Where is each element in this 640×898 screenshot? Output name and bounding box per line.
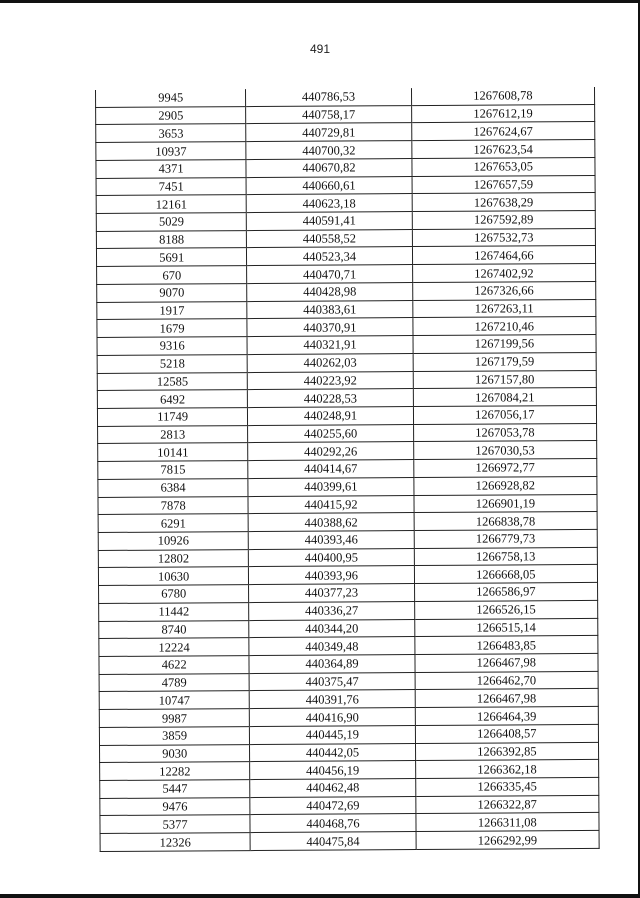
x-coordinate-cell: 440414,67 <box>248 460 413 479</box>
x-coordinate-cell: 440472,69 <box>250 796 415 815</box>
point-id-cell: 12802 <box>98 549 248 568</box>
x-coordinate-cell: 440758,17 <box>246 105 411 124</box>
y-coordinate-cell: 1266779,73 <box>414 529 597 548</box>
x-coordinate-cell: 440393,46 <box>249 531 414 550</box>
x-coordinate-cell: 440255,60 <box>248 424 413 443</box>
x-coordinate-cell: 440415,92 <box>248 495 413 514</box>
x-coordinate-cell: 440462,48 <box>250 779 415 798</box>
point-id-cell: 9070 <box>97 283 247 302</box>
point-id-cell: 9476 <box>100 797 250 816</box>
x-coordinate-cell: 440700,32 <box>246 141 411 160</box>
point-id-cell: 4371 <box>96 159 246 178</box>
y-coordinate-cell: 1267402,92 <box>412 264 595 283</box>
point-id-cell: 8188 <box>96 230 246 249</box>
point-id-cell: 3859 <box>99 726 249 745</box>
x-coordinate-cell: 440399,61 <box>248 477 413 496</box>
point-id-cell: 10937 <box>96 142 246 161</box>
point-id-cell: 7815 <box>98 461 248 480</box>
x-coordinate-cell: 440377,23 <box>249 584 414 603</box>
x-coordinate-cell: 440591,41 <box>247 212 412 231</box>
point-id-cell: 12326 <box>100 833 250 852</box>
scan-edge-bottom <box>0 894 640 898</box>
y-coordinate-cell: 1267638,29 <box>412 193 595 212</box>
y-coordinate-cell: 1267179,59 <box>413 352 596 371</box>
x-coordinate-cell: 440349,48 <box>249 637 414 656</box>
y-coordinate-cell: 1267592,89 <box>412 210 595 229</box>
y-coordinate-cell: 1266901,19 <box>414 494 597 513</box>
y-coordinate-cell: 1266392,85 <box>415 742 598 761</box>
y-coordinate-cell: 1266467,98 <box>415 689 598 708</box>
x-coordinate-cell: 440428,98 <box>247 282 412 301</box>
y-coordinate-cell: 1267199,56 <box>413 335 596 354</box>
point-id-cell: 2905 <box>96 106 246 125</box>
point-id-cell: 1917 <box>97 301 247 320</box>
coordinates-table <box>95 87 600 852</box>
point-id-cell: 9987 <box>99 709 249 728</box>
point-id-cell: 5029 <box>96 213 246 232</box>
page-number: 491 <box>309 42 331 56</box>
point-id-cell: 12585 <box>97 372 247 391</box>
point-id-cell: 670 <box>97 266 247 285</box>
x-coordinate-cell: 440660,61 <box>246 176 411 195</box>
y-coordinate-cell: 1267030,53 <box>413 441 596 460</box>
point-id-cell: 5218 <box>97 354 247 373</box>
y-coordinate-cell: 1266335,45 <box>415 777 598 796</box>
point-id-cell: 7451 <box>96 177 246 196</box>
x-coordinate-cell: 440623,18 <box>246 194 411 213</box>
point-id-cell: 12224 <box>99 638 249 657</box>
y-coordinate-cell: 1266408,57 <box>415 724 598 743</box>
y-coordinate-cell: 1266838,78 <box>414 512 597 531</box>
point-id-cell: 6492 <box>97 390 247 409</box>
point-id-cell: 6384 <box>98 478 248 497</box>
x-coordinate-cell: 440223,92 <box>248 371 413 390</box>
y-coordinate-cell: 1267157,80 <box>413 370 596 389</box>
x-coordinate-cell: 440442,05 <box>250 743 415 762</box>
point-id-cell: 4622 <box>99 656 249 675</box>
y-coordinate-cell: 1266322,87 <box>416 795 599 814</box>
y-coordinate-cell: 1267532,73 <box>412 228 595 247</box>
point-id-cell: 11749 <box>97 408 247 427</box>
y-coordinate-cell: 1266467,98 <box>415 653 598 672</box>
x-coordinate-cell: 440228,53 <box>248 389 413 408</box>
x-coordinate-cell: 440456,19 <box>250 761 415 780</box>
x-coordinate-cell: 440344,20 <box>249 619 414 638</box>
x-coordinate-cell: 440445,19 <box>250 725 415 744</box>
y-coordinate-cell: 1267263,11 <box>412 299 595 318</box>
y-coordinate-cell: 1267053,78 <box>413 423 596 442</box>
scan-edge-top <box>0 0 640 3</box>
y-coordinate-cell: 1267056,17 <box>413 405 596 424</box>
point-id-cell: 10747 <box>99 691 249 710</box>
x-coordinate-cell: 440670,82 <box>246 158 411 177</box>
x-coordinate-cell: 440375,47 <box>249 672 414 691</box>
x-coordinate-cell: 440388,62 <box>248 513 413 532</box>
y-coordinate-cell: 1267608,78 <box>411 87 594 105</box>
point-id-cell: 2813 <box>98 425 248 444</box>
x-coordinate-cell: 440475,84 <box>250 832 415 851</box>
x-coordinate-cell: 440262,03 <box>247 353 412 372</box>
x-coordinate-cell: 440391,76 <box>250 690 415 709</box>
point-id-cell: 11442 <box>99 602 249 621</box>
y-coordinate-cell: 1267612,19 <box>411 104 594 123</box>
x-coordinate-cell: 440786,53 <box>246 88 411 106</box>
point-id-cell: 3653 <box>96 124 246 143</box>
y-coordinate-cell: 1266586,97 <box>414 583 597 602</box>
y-coordinate-cell: 1266526,15 <box>414 600 597 619</box>
x-coordinate-cell: 440470,71 <box>247 265 412 284</box>
x-coordinate-cell: 440292,26 <box>248 442 413 461</box>
point-id-cell: 5447 <box>100 780 250 799</box>
y-coordinate-cell: 1267657,59 <box>412 175 595 194</box>
x-coordinate-cell: 440468,76 <box>250 814 415 833</box>
x-coordinate-cell: 440336,27 <box>249 601 414 620</box>
point-id-cell: 12282 <box>100 762 250 781</box>
y-coordinate-cell: 1266292,99 <box>416 831 599 850</box>
x-coordinate-cell: 440416,90 <box>250 708 415 727</box>
y-coordinate-cell: 1266462,70 <box>415 671 598 690</box>
y-coordinate-cell: 1266464,39 <box>415 707 598 726</box>
x-coordinate-cell: 440370,91 <box>247 318 412 337</box>
y-coordinate-cell: 1267623,54 <box>412 140 595 159</box>
x-coordinate-cell: 440400,95 <box>249 548 414 567</box>
point-id-cell: 6780 <box>99 585 249 604</box>
x-coordinate-cell: 440248,91 <box>248 407 413 426</box>
y-coordinate-cell: 1267210,46 <box>413 317 596 336</box>
y-coordinate-cell: 1266928,82 <box>414 476 597 495</box>
point-id-cell: 12161 <box>96 195 246 214</box>
y-coordinate-cell: 1267326,66 <box>412 281 595 300</box>
x-coordinate-cell: 440558,52 <box>247 229 412 248</box>
point-id-cell: 1679 <box>97 319 247 338</box>
x-coordinate-cell: 440523,34 <box>247 247 412 266</box>
x-coordinate-cell: 440364,89 <box>249 655 414 674</box>
point-id-cell: 10630 <box>98 567 248 586</box>
point-id-cell: 4789 <box>99 673 249 692</box>
y-coordinate-cell: 1267624,67 <box>411 122 594 141</box>
y-coordinate-cell: 1266362,18 <box>415 760 598 779</box>
y-coordinate-cell: 1266311,08 <box>416 813 599 832</box>
x-coordinate-cell: 440729,81 <box>246 123 411 142</box>
point-id-cell: 5377 <box>100 815 250 834</box>
y-coordinate-cell: 1267464,66 <box>412 246 595 265</box>
point-id-cell: 9945 <box>95 89 245 107</box>
y-coordinate-cell: 1266668,05 <box>414 565 597 584</box>
x-coordinate-cell: 440321,91 <box>247 336 412 355</box>
point-id-cell: 10141 <box>98 443 248 462</box>
point-id-cell: 5691 <box>96 248 246 267</box>
point-id-cell: 7878 <box>98 496 248 515</box>
table-row <box>100 831 599 852</box>
point-id-cell: 9316 <box>97 337 247 356</box>
x-coordinate-cell: 440383,61 <box>247 300 412 319</box>
coordinates-table-body <box>95 87 599 851</box>
y-coordinate-cell: 1267084,21 <box>413 388 596 407</box>
point-id-cell: 9030 <box>100 744 250 763</box>
point-id-cell: 6291 <box>98 514 248 533</box>
y-coordinate-cell: 1266972,77 <box>413 459 596 478</box>
y-coordinate-cell: 1266515,14 <box>414 618 597 637</box>
y-coordinate-cell: 1267653,05 <box>412 157 595 176</box>
point-id-cell: 8740 <box>99 620 249 639</box>
y-coordinate-cell: 1266483,85 <box>415 636 598 655</box>
point-id-cell: 10926 <box>98 532 248 551</box>
y-coordinate-cell: 1266758,13 <box>414 547 597 566</box>
x-coordinate-cell: 440393,96 <box>249 566 414 585</box>
